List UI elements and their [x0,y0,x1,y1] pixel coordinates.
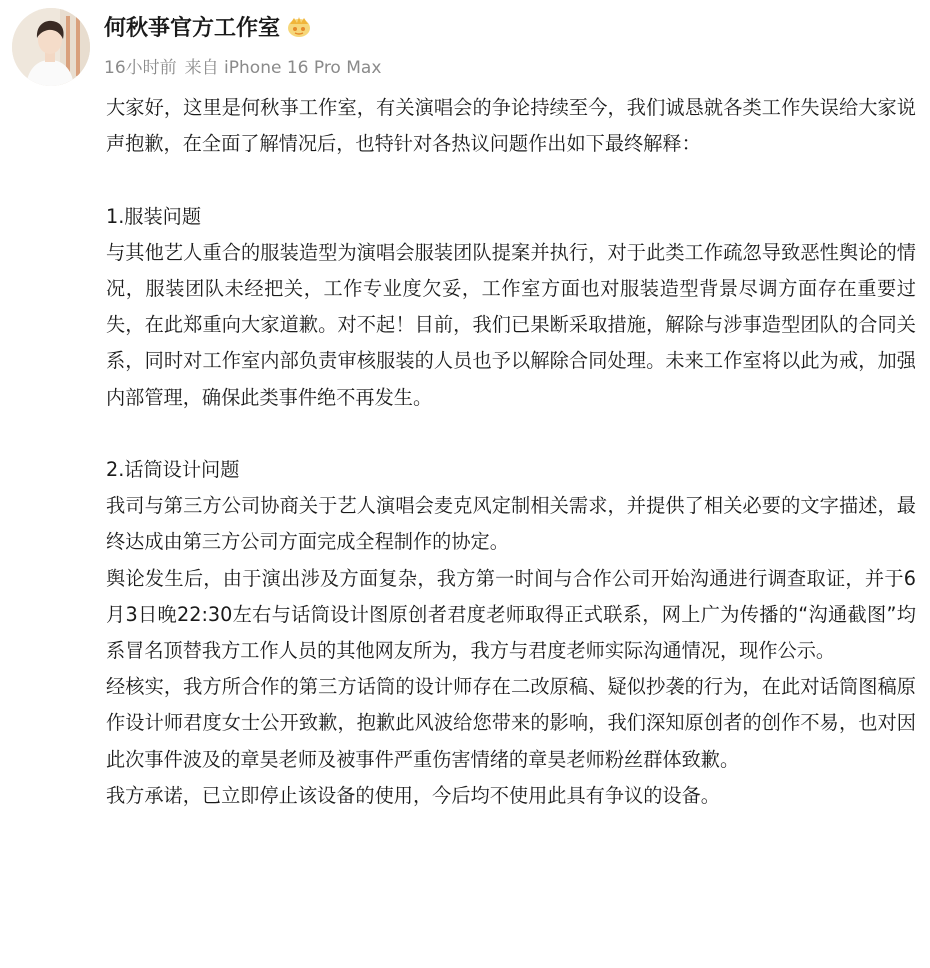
gold-crown-badge-icon [286,14,312,38]
post-header [12,6,912,86]
microphone-paragraph-2: 舆论发生后，由于演出涉及方面复杂，我方第一时间与合作公司开始沟通进行调查取证，并于6月3日晚22:30左右与话筒设计图原创者君度老师取得正式联系，网上广为传播的“沟通截图”均系冒名顶替我方工作人员的其他网友所为，我方与君度老师实际沟通情况，现作公示。 [106,566,916,663]
post-time: 16小时前 [104,58,177,78]
author-name[interactable] [104,14,312,44]
post-source[interactable]: 来自 iPhone 16 Pro Max [184,58,382,78]
section-heading-costume: 1.服装问题 [106,204,202,228]
avatar[interactable] [12,8,90,86]
section-heading-microphone: 2.话筒设计问题 [106,458,240,481]
post-body [106,90,916,814]
avatar-photo-icon [12,8,90,86]
microphone-paragraph-3: 经核实，我方所合作的第三方话筒的设计师存在二改原稿、疑似抄袭的行为，在此对话筒图稿原作设计师君度女士公开致歉，抱歉此风波给您带来的影响，我们深知原创者的创作不易，也对因此次事件波及的章昊老师及被事件严重伤害情绪的章昊老师粉丝群体致歉。 [106,675,916,771]
microphone-paragraph-4: 我方承诺，已立即停止该设备的使用，今后均不使用此具有争议的设备。 [106,783,720,807]
author-name-text[interactable]: 何秋亊官方工作室 [104,16,281,41]
post-meta [104,56,381,80]
paragraph-spacer [106,162,916,198]
microphone-paragraph-1: 我司与第三方公司协商关于艺人演唱会麦克风定制相关需求，并提供了相关必要的文字描述，最终达成由第三方公司方面完成全程制作的协定。 [106,494,916,554]
costume-paragraph: 与其他艺人重合的服装造型为演唱会服装团队提案并执行，对于此类工作疏忽导致恶性舆论的情况，服装团队未经把关，工作专业度欠妥，工作室方面也对服装造型背景尽调方面存在重要过失，在此郑重向大家道歉。对不起！目前，我们已果断采取措施，解除与涉事造型团队的合同关系，同时对工作室内部负责审核服装的人员也予以解除合同处理。未来工作室将以此为戒，加强内部管理，确保此类事件绝不再发生。 [106,240,916,409]
paragraph-spacer [106,416,916,452]
intro-paragraph: 大家好，这里是何秋亊工作室，有关演唱会的争论持续至今，我们诚恳就各类工作失误给大家说声抱歉，在全面了解情况后，也特针对各热议问题作出如下最终解释： [106,96,916,156]
